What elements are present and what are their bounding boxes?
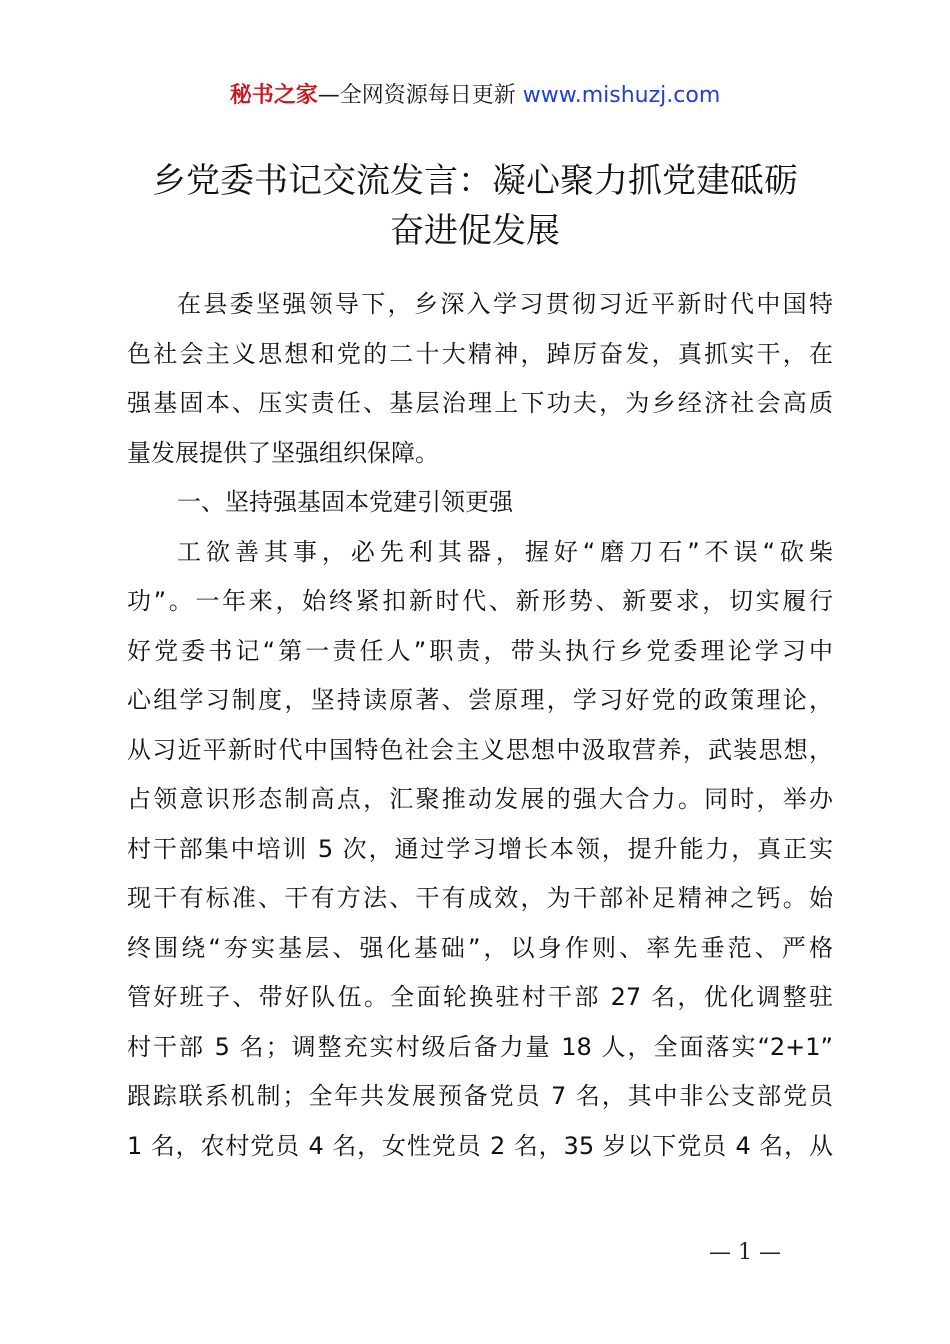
paragraph-line: 工欲善其事，必先利其器，握好“磨刀石”不误“砍柴 (177, 537, 833, 566)
site-brand: 秘书之家 (229, 83, 318, 108)
title-line-2: 奋进促发展 (390, 211, 560, 251)
paragraph-2 (127, 528, 833, 1172)
paragraph-line: 终围绕“夯实基层、强化基础”，以身作则、率先垂范、严格 (127, 933, 833, 962)
paragraph-line: 色社会主义思想和党的二十大精神，踔厉奋发，真抓实干，在 (127, 339, 833, 368)
site-url-link[interactable]: www.mishuzj.com (522, 83, 721, 108)
paragraph-line: 现干有标准、干有方法、干有成效，为干部补足精神之钙。始 (127, 884, 833, 912)
paragraph-line: 功”。一年来，始终紧扣新时代、新形势、新要求，切实履行 (127, 587, 833, 615)
paragraph-line: 心组学习制度，坚持读原著、尝原理，学习好党的政策理论， (127, 686, 833, 714)
paragraph-line: 跟踪联系机制；全年共发展预备党员 7 名，其中非公支部党员 (127, 1082, 833, 1110)
document-title (100, 156, 850, 256)
paragraph-line: 在县委坚强领导下，乡深入学习贯彻习近平新时代中国特 (177, 290, 833, 318)
paragraph-line: 1 名，农村党员 4 名，女性党员 2 名，35 岁以下党员 4 名，从 (127, 1131, 833, 1160)
section-heading-1 (127, 478, 833, 528)
paragraph-line: 量发展提供了坚强组织保障。 (127, 438, 439, 467)
paragraph-1 (127, 280, 833, 478)
paragraph-line: 村干部集中培训 5 次，通过学习增长本领，提升能力，真正实 (127, 834, 833, 863)
site-tagline: —全网资源每日更新 (317, 83, 523, 108)
paragraph-line: 从习近平新时代中国特色社会主义思想中汲取营养，武装思想， (127, 735, 833, 764)
section-heading-text: 一、坚持强基固本党建引领更强 (177, 488, 513, 516)
paragraph-line: 村干部 5 名；调整充实村级后备力量 18 人，全面落实“2+1” (127, 1032, 833, 1061)
title-line-1: 乡党委书记交流发言：凝心聚力抓党建砥砺 (152, 161, 798, 201)
paragraph-line: 占领意识形态制高点，汇聚推动发展的强大合力。同时，举办 (127, 785, 833, 813)
paragraph-line: 强基固本、压实责任、基层治理上下功夫，为乡经济社会高质 (127, 389, 833, 417)
paragraph-line: 管好班子、带好队伍。全面轮换驻村干部 27 名，优化调整驻 (127, 983, 833, 1011)
paragraph-line: 好党委书记“第一责任人”职责，带头执行乡党委理论学习中 (127, 636, 833, 665)
page-number: — 1 — (709, 1240, 781, 1265)
site-header (0, 80, 950, 112)
document-body (127, 280, 833, 1171)
